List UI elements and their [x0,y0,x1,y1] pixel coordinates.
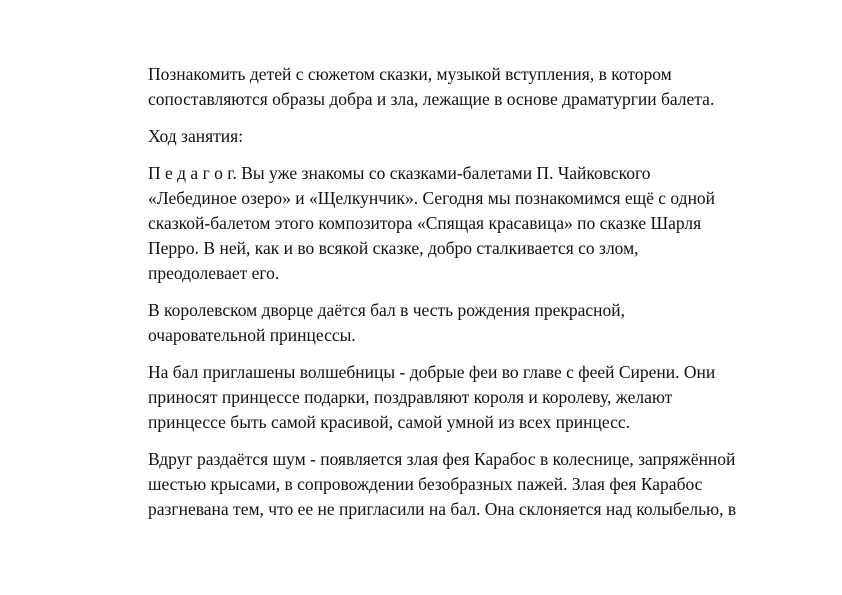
text-line: «Лебединое озеро» и «Щелкунчик». Сегодня мы познакомимся ещё с одной [148,188,716,208]
text-line: П е д а г о г. Вы уже знакомы со сказками-балетами П. Чайковского [148,163,651,183]
text-line: преодолевает его. [148,263,280,283]
paragraph-lesson-heading [148,124,763,149]
text-line: На бал приглашены волшебницы - добрые феи во главе с феей Сирени. Они [148,362,716,382]
text-line: В королевском дворце даётся бал в честь рождения прекрасной, [148,300,625,320]
text-line: разгневана тем, что ее не пригласили на бал. Она склоняется над колыбелью, в [148,499,737,519]
paragraph-teacher-intro [148,161,763,286]
text-line: Перро. В ней, как и во всякой сказке, добро сталкивается со злом, [148,238,639,258]
paragraph-lesson-goal [148,62,763,112]
text-line: Вдруг раздаётся шум - появляется злая фея Карабос в колеснице, запряжённой [148,449,736,469]
text-line: принцессе быть самой красивой, самой умной из всех принцесс. [148,412,630,432]
text-line: Познакомить детей с сюжетом сказки, музыкой вступления, в котором [148,64,672,84]
paragraph-royal-ball [148,298,763,348]
text-line: приносят принцессе подарки, поздравляют короля и королеву, желают [148,387,673,407]
text-line: сказкой-балетом этого композитора «Спящая красавица» по сказке Шарля [148,213,702,233]
text-line: сопоставляются образы добра и зла, лежащие в основе драматургии балета. [148,89,715,109]
paragraph-fairy-carabosse [148,447,763,522]
paragraph-good-fairies [148,360,763,435]
text-line: очаровательной принцессы. [148,325,356,345]
text-line: Ход занятия: [148,126,244,146]
document-body [148,62,763,534]
text-line: шестью крысами, в сопровождении безобразных пажей. Злая фея Карабос [148,474,703,494]
